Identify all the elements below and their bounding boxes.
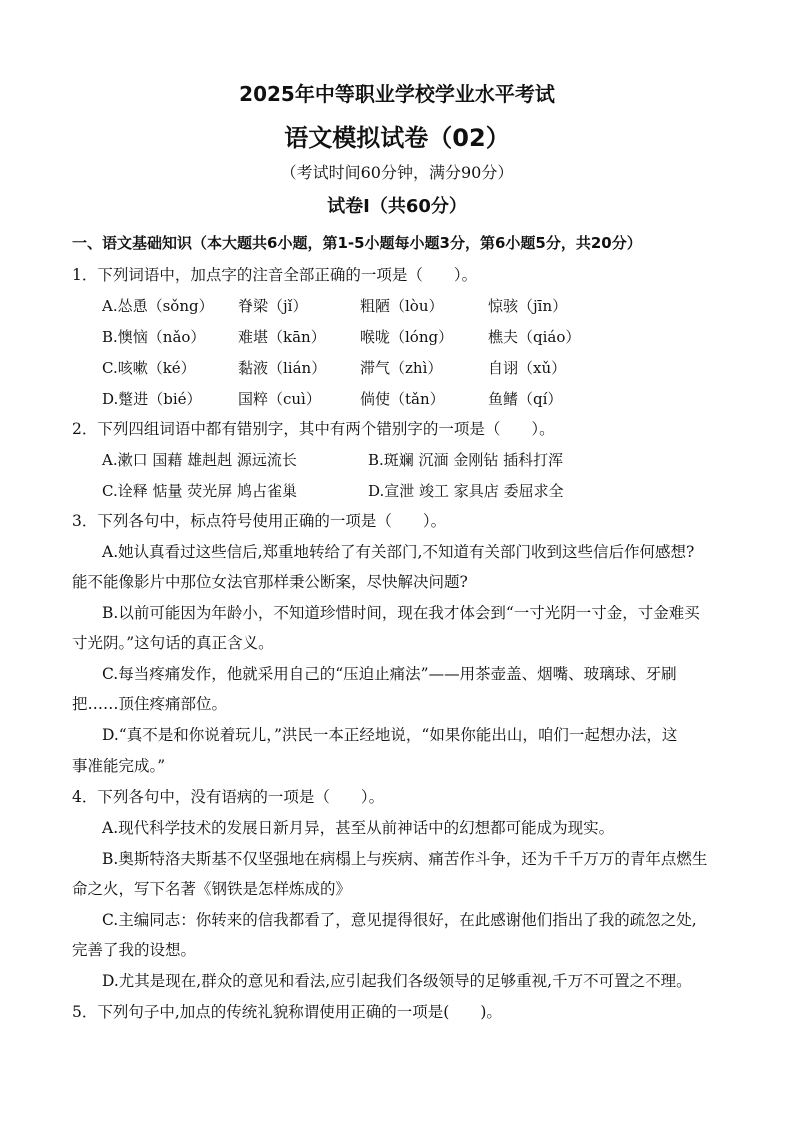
q1-option-a: A.怂恿（sǒng） <box>102 297 214 315</box>
q3-option-d-line2: 事准能完成。” <box>72 757 166 775</box>
q1-b-word3: 喉咙（lóng） <box>360 328 454 346</box>
q4-option-a: A.现代科学技术的发展日新月异，甚至从前神话中的幻想都可能成为现实。 <box>102 819 615 837</box>
q3-option-a-line2: 能不能像影片中那位女法官那样秉公断案，尽快解决问题? <box>72 573 468 591</box>
q4-option-b-line2: 命之火，写下名著《钢铁是怎样炼成的》 <box>72 880 352 898</box>
q3-option-b-line1: B.以前可能因为年龄小，不知道珍惜时间，现在我才体会到“一寸光阴一寸金，寸金难买 <box>102 604 700 622</box>
q1-a-word3: 粗陋（lòu） <box>360 297 444 315</box>
q1-d-word2: 国粹（cuì） <box>238 390 321 408</box>
q3-option-c-line2: 把……顶住疼痛部位。 <box>72 695 228 713</box>
q4-stem: 4．下列各句中，没有语病的一项是（ ）。 <box>72 788 385 806</box>
paper-title: 语文模拟试卷（02） <box>284 124 510 152</box>
q4-option-d: D.尤其是现在,群众的意见和看法,应引起我们各级领导的足够重视,千万不可置之不理。 <box>102 972 692 990</box>
q1-stem: 1．下列词语中，加点字的注音全部正确的一项是（ ）。 <box>72 266 478 284</box>
q2-stem: 2．下列四组词语中都有错别字，其中有两个错别字的一项是（ ）。 <box>72 420 555 438</box>
q4-option-c-line1: C.主编同志：你转来的信我都看了，意见提得很好，在此感谢他们指出了我的疏忽之处, <box>102 911 697 929</box>
q3-option-b-line2: 寸光阴。”这句话的真正含义。 <box>72 634 274 652</box>
q3-option-d-line1: D.“真不是和你说着玩儿，”洪民一本正经地说，“如果你能出山，咱们一起想办法，这 <box>102 726 678 744</box>
q2-option-a: A.漱口 国藉 雄赳赳 源远流长 <box>102 451 297 469</box>
q1-option-d: D.蹩进（bié） <box>102 390 202 408</box>
q1-option-b: B.懊恼（nǎo） <box>102 328 206 346</box>
time-info: （考试时间60分钟，满分90分） <box>280 163 514 182</box>
q4-option-b-line1: B.奥斯特洛夫斯基不仅坚强地在病榻上与疾病、痛苦作斗争，还为千千万万的青年点燃生 <box>102 850 708 868</box>
q1-a-word4: 惊骇（jīn） <box>488 297 568 315</box>
q1-b-word2: 难堪（kān） <box>238 328 326 346</box>
q2-option-c: C.诠释 惦量 荧光屏 鸠占雀巢 <box>102 482 298 500</box>
q5-stem: 5．下列句子中,加点的传统礼貌称谓使用正确的一项是( )。 <box>72 1003 502 1021</box>
q3-option-c-line1: C.每当疼痛发作，他就采用自己的“压迫止痛法”——用茶壶盖、烟嘴、玻璃球、牙刷 <box>102 665 677 683</box>
q1-d-word3: 倘使（tǎn） <box>360 390 445 408</box>
q1-c-word3: 滞气（zhì） <box>360 359 443 377</box>
exam-title: 2025年中等职业学校学业水平考试 <box>239 82 555 106</box>
q1-d-word4: 鱼鳍（qí） <box>488 390 563 408</box>
q3-option-a-line1: A.她认真看过这些信后,郑重地转给了有关部门,不知道有关部门收到这些信后作何感想? <box>102 543 695 561</box>
q3-stem: 3．下列各句中，标点符号使用正确的一项是（ ）。 <box>72 512 447 530</box>
q1-option-c: C.咳嗽（ké） <box>102 359 196 377</box>
q2-option-b: B.斑斓 沉湎 金刚钻 插科打浑 <box>368 451 564 469</box>
q2-option-d: D.宣泄 竣工 家具店 委屈求全 <box>368 482 564 500</box>
section-title: 试卷Ⅰ（共60分） <box>327 196 467 217</box>
part1-heading: 一、语文基础知识（本大题共6小题，第1-5小题每小题3分，第6小题5分，共20分） <box>72 234 642 252</box>
q4-option-c-line2: 完善了我的设想。 <box>72 941 197 959</box>
q1-c-word4: 自诩（xǔ） <box>488 359 567 377</box>
q1-b-word4: 樵夫（qiáo） <box>488 328 581 346</box>
q1-a-word2: 脊梁（jǐ） <box>238 297 308 315</box>
q1-c-word2: 黏液（lián） <box>238 359 327 377</box>
